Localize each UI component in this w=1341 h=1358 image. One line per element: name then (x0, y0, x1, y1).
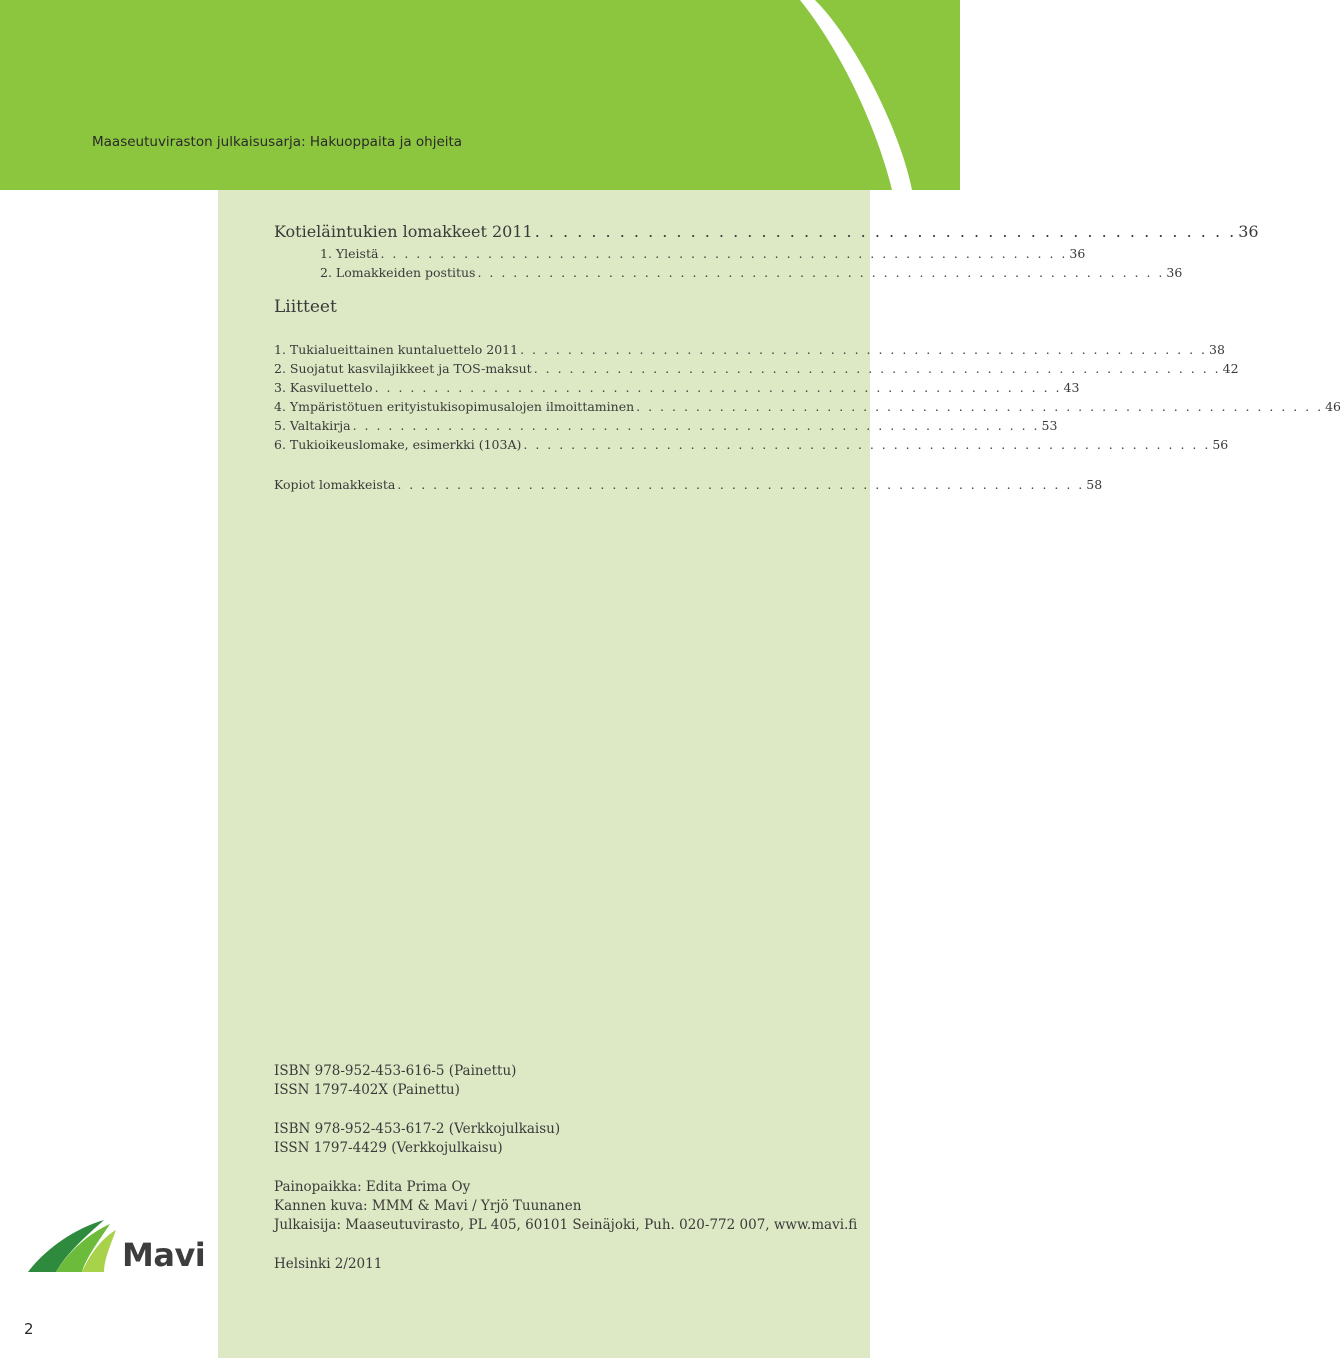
toc-page: 36 (1069, 246, 1086, 261)
toc-label: 4. Ympäristötuen erityistukisopimusalojen ilmoittaminen (274, 399, 635, 414)
toc-page: 42 (1222, 361, 1239, 376)
toc-label: 1. Yleistä (320, 246, 379, 261)
toc-entry-appendix-2 (274, 361, 1239, 376)
toc-entry-appendix-1 (274, 342, 1225, 357)
toc-page: 46 (1325, 399, 1341, 414)
toc-page: 58 (1086, 477, 1103, 492)
toc-page: 36 (1166, 265, 1183, 280)
issn-print: ISSN 1797-402X (Painettu) (274, 1082, 460, 1098)
page-number: 2 (24, 1320, 34, 1338)
toc-page: 56 (1212, 437, 1229, 452)
toc-label: 5. Valtakirja (274, 418, 351, 433)
appendix-heading: Liitteet (274, 297, 337, 317)
toc-page: 36 (1238, 222, 1259, 241)
toc-page: 38 (1209, 342, 1225, 357)
toc-leader: . . . . . . . . . . . . . . . . . . . . . . . . . . . . . . . . . . . . . . . . . . . . . . . . . . . . . . . . . . (636, 399, 1324, 414)
toc-entry-sub-2 (320, 265, 1183, 280)
toc-label: Kotieläintukien lomakkeet 2011 (274, 222, 533, 241)
toc-page: 53 (1041, 418, 1058, 433)
toc-label: Kopiot lomakkeista (274, 477, 396, 492)
toc-entry-appendix-5 (274, 418, 1058, 433)
issn-web: ISSN 1797-4429 (Verkkojulkaisu) (274, 1140, 503, 1156)
toc-entry-main (274, 222, 1259, 241)
toc-leader: . . . . . . . . . . . . . . . . . . . . . . . . . . . . . . . . . . . . . . . . . . . . . . . . . . . . . . . . . . (374, 380, 1062, 395)
toc-leader: . . . . . . . . . . . . . . . . . . . . . . . . . . . . . . . . . . . . . . . . . . . . . . . . . . . . . . . . . . (523, 437, 1211, 452)
series-title: Maaseutuviraston julkaisusarja: Hakuoppaita ja ohjeita (92, 134, 463, 150)
toc-label: 1. Tukialueittainen kuntaluettelo 2011 (274, 342, 519, 357)
toc-entry-appendix-3 (274, 380, 1080, 395)
cover-credit: Kannen kuva: MMM & Mavi / Yrjö Tuunanen (274, 1198, 582, 1214)
toc-leader: . . . . . . . . . . . . . . . . . . . . . . . . . . . . . . . . . . . . . . . . . . . . . . . . . . (534, 222, 1237, 241)
printer: Painopaikka: Edita Prima Oy (274, 1179, 471, 1195)
toc-leader: . . . . . . . . . . . . . . . . . . . . . . . . . . . . . . . . . . . . . . . . . . . . . . . . . . . . . . . . . . (477, 265, 1165, 280)
toc-label: 6. Tukioikeuslomake, esimerkki (103A) (274, 437, 522, 452)
toc-leader: . . . . . . . . . . . . . . . . . . . . . . . . . . . . . . . . . . . . . . . . . . . . . . . . . . . . . . . . . . (380, 246, 1068, 261)
publisher: Julkaisija: Maaseutuvirasto, PL 405, 60101 Seinäjoki, Puh. 020-772 007, www.mavi.fi (274, 1217, 858, 1233)
place-date: Helsinki 2/2011 (274, 1256, 383, 1272)
toc-page: 43 (1063, 380, 1080, 395)
logo-wordmark: Mavi (122, 1236, 206, 1274)
toc-leader: . . . . . . . . . . . . . . . . . . . . . . . . . . . . . . . . . . . . . . . . . . . . . . . . . . . . . . . . . . (520, 342, 1208, 357)
toc-label: 2. Lomakkeiden postitus (320, 265, 476, 280)
leaf-swoosh-decoration (0, 0, 960, 190)
toc-leader: . . . . . . . . . . . . . . . . . . . . . . . . . . . . . . . . . . . . . . . . . . . . . . . . . . . . . . . . . . (352, 418, 1040, 433)
toc-entry-appendix-4 (274, 399, 1341, 414)
toc-entry-appendix-6 (274, 437, 1229, 452)
toc-entry-sub-1 (320, 246, 1086, 261)
toc-leader: . . . . . . . . . . . . . . . . . . . . . . . . . . . . . . . . . . . . . . . . . . . . . . . . . . . . . . . . . . (397, 477, 1085, 492)
isbn-web: ISBN 978-952-453-617-2 (Verkkojulkaisu) (274, 1121, 561, 1137)
toc-entry-copies (274, 477, 1103, 492)
colophon (274, 1062, 857, 1274)
mavi-logo-icon (26, 1218, 122, 1274)
isbn-print: ISBN 978-952-453-616-5 (Painettu) (274, 1063, 517, 1079)
toc-label: 2. Suojatut kasvilajikkeet ja TOS-maksut (274, 361, 532, 376)
toc-label: 3. Kasviluettelo (274, 380, 373, 395)
toc-leader: . . . . . . . . . . . . . . . . . . . . . . . . . . . . . . . . . . . . . . . . . . . . . . . . . . . . . . . . . . (533, 361, 1221, 376)
